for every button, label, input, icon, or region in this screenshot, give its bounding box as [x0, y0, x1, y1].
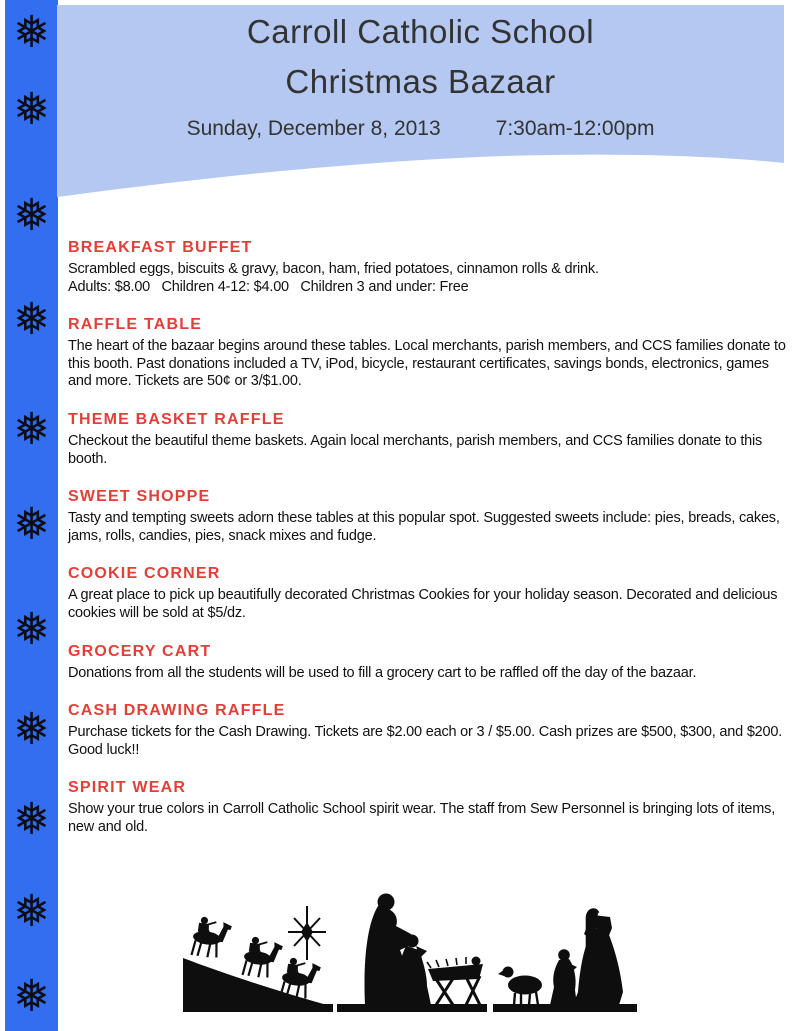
section-heading: BREAKFAST BUFFET — [68, 239, 253, 256]
standing-shepherd-figure — [573, 910, 623, 1005]
section-spirit-wear — [68, 778, 794, 836]
section-heading: GROCERY CART — [68, 642, 212, 660]
snowflake-icon: ❅ — [13, 405, 50, 454]
section-paragraph: A great place to pick up beautifully decorated Christmas Cookies for your holiday season. Decorated and delicious cookies will be sold at $5/dz. — [68, 587, 782, 621]
snowflake-icon: ❅ — [13, 887, 50, 936]
event-time: 7:30am-12:00pm — [495, 117, 655, 140]
section-heading: SWEET SHOPPE — [68, 488, 211, 506]
section-paragraph: Show your true colors in Carroll Catholic School spirit wear. The staff from Sew Personnel is bringing lots of items, new and old. — [68, 801, 779, 835]
snowflake-icon: ❅ — [13, 85, 50, 134]
event-date-time — [57, 117, 784, 141]
snowflake-icon: ❅ — [13, 295, 50, 344]
section-sweet-shoppe — [68, 487, 794, 545]
section-breakfast-buffet — [68, 238, 794, 296]
section-cookie-corner — [68, 564, 794, 622]
page-title: Carroll Catholic School — [246, 13, 595, 50]
snowflake-ribbon — [5, 0, 58, 1031]
section-heading: CASH DRAWING RAFFLE — [68, 702, 286, 720]
section-paragraph: Purchase tickets for the Cash Drawing. Tickets are $2.00 each or 3 / $5.00. Cash prizes are $500, $300, and $200. Good luck!! — [68, 724, 786, 758]
kneeling-shepherd-figure — [550, 949, 577, 1005]
snowflake-icon: ❅ — [13, 605, 50, 654]
flyer-body — [68, 238, 794, 856]
section-theme-basket-raffle — [68, 410, 794, 468]
manger — [427, 957, 483, 1006]
snowflake-icon: ❅ — [13, 191, 50, 240]
section-paragraph: Donations from all the students will be used to fill a grocery cart to be raffled off the day of the bazaar. — [68, 664, 697, 681]
snowflake-icon: ❅ — [13, 795, 50, 844]
snowflake-icon: ❅ — [13, 8, 50, 57]
section-grocery-cart — [68, 642, 794, 683]
section-paragraph: Tasty and tempting sweets adorn these tables at this popular spot. Suggested sweets include: pies, breads, cakes, jams, rolls, candies, pies, snack mixes and fudge. — [68, 510, 784, 544]
section-paragraph: Checkout the beautiful theme baskets. Again local merchants, parish members, and CCS families donate to this booth. — [68, 432, 766, 467]
star-of-bethlehem-icon — [288, 906, 326, 960]
section-paragraph: Scrambled eggs, biscuits & gravy, bacon, ham, fried potatoes, cinnamon rolls & drink. — [68, 261, 599, 277]
section-paragraph: The heart of the bazaar begins around these tables. Local merchants, parish members, and CCS families donate to this booth. Past donations included a TV, iPod, bicycle, restaurant certificates, savings bonds, electronics, games and more. Tickets are 50¢ or 3/$1.00. — [68, 338, 790, 390]
snowflake-icon: ❅ — [13, 972, 50, 1021]
snowflake-icon: ❅ — [13, 705, 50, 754]
base-center — [337, 1004, 487, 1012]
base-right — [493, 1004, 637, 1012]
section-heading: THEME BASKET RAFFLE — [68, 410, 285, 428]
section-paragraph: Adults: $8.00 Children 4-12: $4.00 Children 3 and under: Free — [68, 278, 469, 295]
section-heading: COOKIE CORNER — [68, 565, 221, 583]
event-date: Sunday, December 8, 2013 — [186, 117, 441, 140]
sheep-figure — [498, 967, 542, 1006]
section-heading: RAFFLE TABLE — [68, 316, 203, 334]
nativity-silhouette-image — [165, 866, 660, 1026]
section-heading: SPIRIT WEAR — [68, 779, 187, 797]
header-banner — [57, 5, 784, 205]
nativity-silhouette-svg — [165, 866, 660, 1026]
section-raffle-table — [68, 315, 794, 391]
section-cash-drawing-raffle — [68, 701, 794, 759]
snowflake-icon: ❅ — [13, 500, 50, 549]
page-subtitle: Christmas Bazaar — [285, 63, 556, 100]
base-left — [183, 1004, 333, 1012]
